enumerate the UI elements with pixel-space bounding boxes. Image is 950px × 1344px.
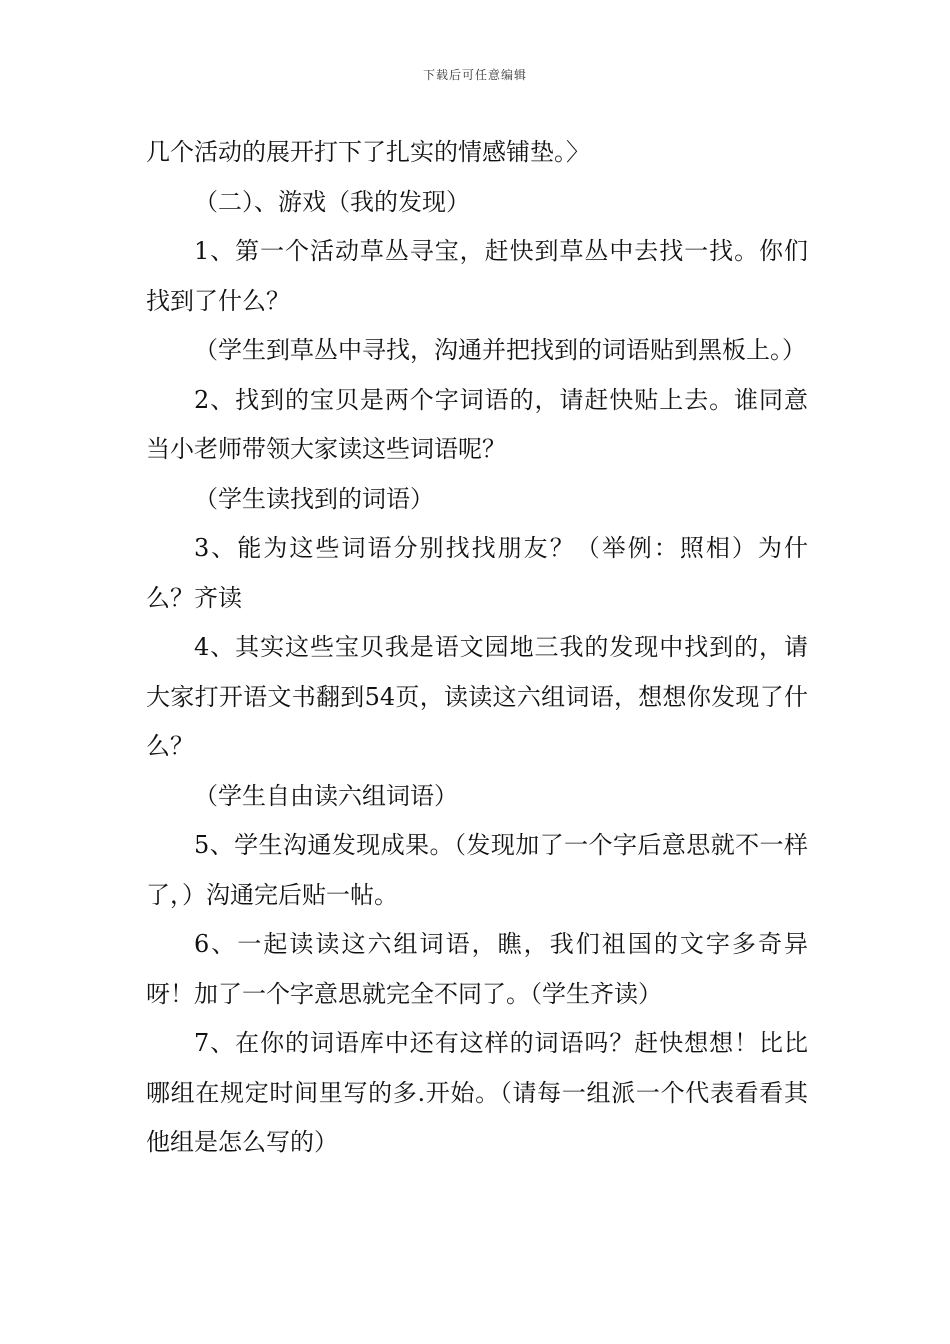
paragraph: （学生到草丛中寻找，沟通并把找到的词语贴到黑板上。） [194,336,806,364]
paragraph: 5、学生沟通发现成果。（发现加了一个字后意思就不一样了，）沟通完后贴一帖。 [146,831,808,909]
paragraph: （学生自由读六组词语） [194,781,458,810]
paragraph: 3、能为这些词语分别找找朋友？（举例：照相）为什么？齐读 [146,534,808,612]
paragraph: 1、第一个活动草丛寻宝，赶快到草丛中去找一找。你们找到了什么？ [146,237,808,315]
paragraph: 6、一起读读这六组词语，瞧，我们祖国的文字多奇异呀！加了一个字意思就完全不同了。（学生齐读） [146,930,808,1008]
paragraph: 几个活动的展开打下了扎实的情感铺垫。〉 [146,138,590,166]
document-body [146,128,808,1168]
paragraph: 2、找到的宝贝是两个字词语的，请赶快贴上去。谁同意当小老师带领大家读这些词语呢？ [146,385,808,463]
paragraph: （学生读找到的词语） [194,484,434,513]
section-heading: （二）、游戏（我的发现） [194,187,470,216]
page-header: 下载后可任意编辑 [422,68,527,82]
paragraph: 4、其实这些宝贝我是语文园地三我的发现中找到的，请大家打开语文书翻到54页，读读这六组词语，想想你发现了什么？ [146,633,808,760]
paragraph: 7、在你的词语库中还有这样的词语吗？赶快想想！比比哪组在规定时间里写的多.开始。（请每一组派一个代表看看其他组是怎么写的） [146,1029,808,1156]
